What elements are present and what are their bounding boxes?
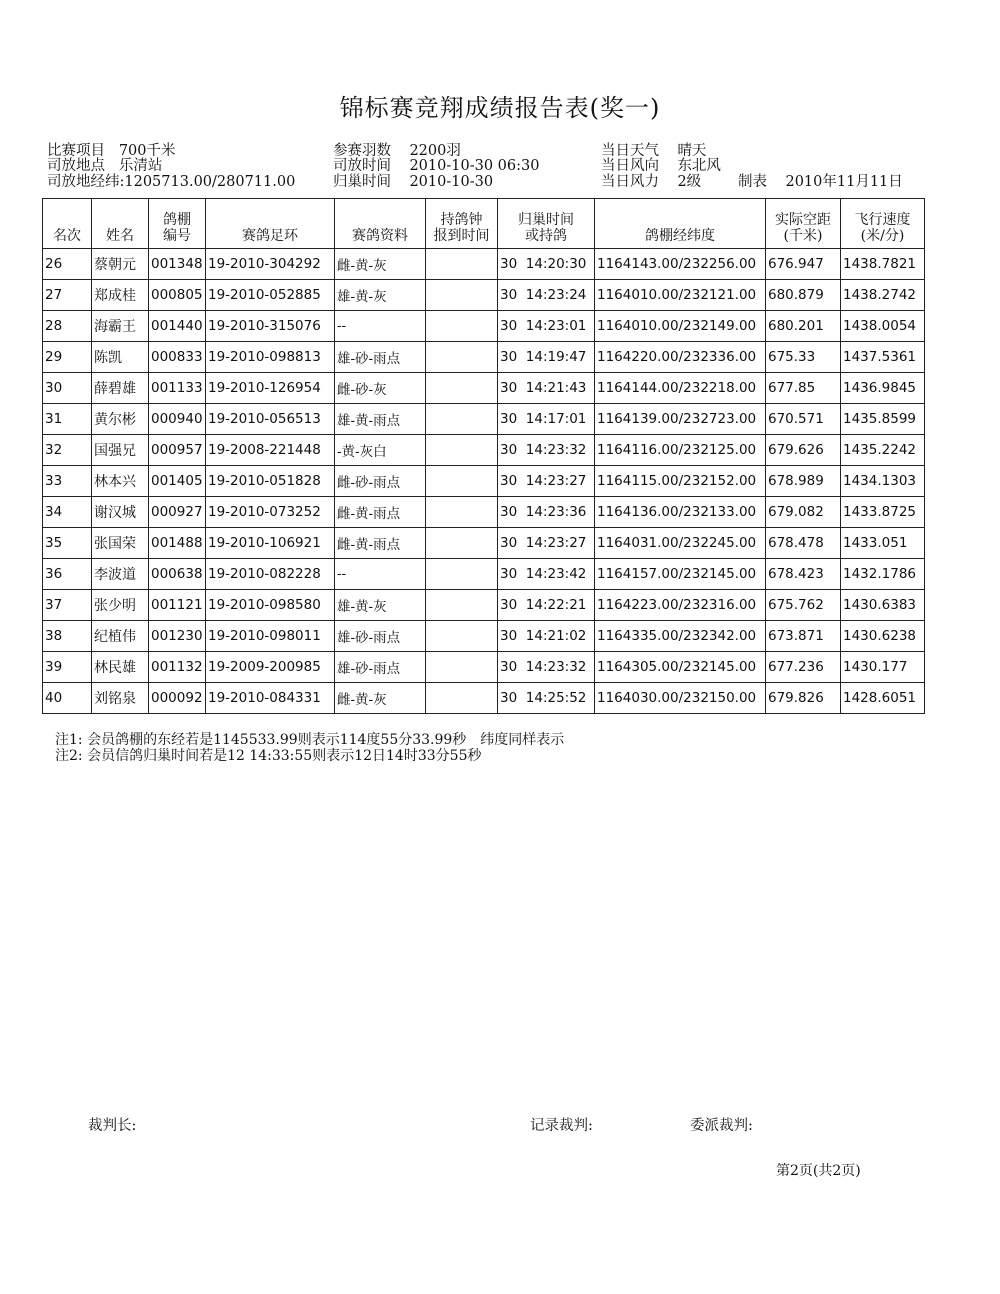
cell-loft-number: 001348 [149, 249, 206, 280]
cell-pigeon-info: -- [335, 559, 426, 590]
cell-pigeon-info: -- [335, 311, 426, 342]
cell-speed: 1438.2742 [841, 280, 925, 311]
cell-speed: 1433.051 [841, 528, 925, 559]
cell-name: 林本兴 [92, 466, 149, 497]
cell-return-time: 30 14:23:36 [498, 497, 595, 528]
cell-ring: 19-2010-084331 [206, 683, 335, 714]
cell-rank: 35 [43, 528, 92, 559]
cell-clock-time [426, 652, 498, 683]
cell-loft-number: 001405 [149, 466, 206, 497]
cell-pigeon-info: 雄-砂-雨点 [335, 342, 426, 373]
cell-clock-time [426, 311, 498, 342]
cell-speed: 1433.8725 [841, 497, 925, 528]
cell-name: 蔡朝元 [92, 249, 149, 280]
cell-loft-number: 001121 [149, 590, 206, 621]
assigned-judge-label: 委派裁判: [690, 1118, 753, 1134]
cell-speed: 1432.1786 [841, 559, 925, 590]
cell-ring: 19-2010-098813 [206, 342, 335, 373]
cell-rank: 31 [43, 404, 92, 435]
cell-loft-coords: 1164223.00/232316.00 [595, 590, 766, 621]
cell-return-time: 30 14:22:21 [498, 590, 595, 621]
cell-name: 薛碧雄 [92, 373, 149, 404]
cell-speed: 1436.9845 [841, 373, 925, 404]
cell-name: 李波道 [92, 559, 149, 590]
cell-return-time: 30 14:21:43 [498, 373, 595, 404]
cell-pigeon-info: 雌-黄-灰 [335, 683, 426, 714]
race-item-value: 700千米 [118, 143, 176, 159]
cell-loft-number: 000940 [149, 404, 206, 435]
cell-clock-time [426, 249, 498, 280]
results-table [42, 198, 925, 714]
cell-distance: 678.478 [766, 528, 841, 559]
cell-return-time: 30 14:23:32 [498, 652, 595, 683]
cell-ring: 19-2010-052885 [206, 280, 335, 311]
cell-speed: 1438.0054 [841, 311, 925, 342]
cell-name: 国强兄 [92, 435, 149, 466]
cell-distance: 679.826 [766, 683, 841, 714]
cell-name: 张少明 [92, 590, 149, 621]
cell-speed: 1435.2242 [841, 435, 925, 466]
table-row [43, 311, 925, 342]
cell-distance: 673.871 [766, 621, 841, 652]
cell-loft-coords: 1164139.00/232723.00 [595, 404, 766, 435]
table-row [43, 497, 925, 528]
cell-pigeon-info: 雄-黄-灰 [335, 590, 426, 621]
cell-loft-coords: 1164305.00/232145.00 [595, 652, 766, 683]
note-2: 注2: 会员信鸽归巢时间若是12 14:33:55则表示12日14时33分55秒 [55, 748, 482, 764]
cell-name: 谢汉城 [92, 497, 149, 528]
info-wind-force [601, 174, 903, 190]
cell-clock-time [426, 404, 498, 435]
cell-pigeon-info: 雌-黄-雨点 [335, 528, 426, 559]
cell-speed: 1438.7821 [841, 249, 925, 280]
cell-rank: 38 [43, 621, 92, 652]
header-rank: 名次 [43, 199, 92, 249]
header-pigeon-info: 赛鸽资料 [335, 199, 426, 249]
cell-ring: 19-2010-106921 [206, 528, 335, 559]
header-clock-time: 持鸽钟 报到时间 [426, 199, 498, 249]
wind-force-value: 2级 [677, 174, 702, 190]
table-row [43, 435, 925, 466]
cell-speed: 1437.5361 [841, 342, 925, 373]
cell-return-time: 30 14:20:30 [498, 249, 595, 280]
cell-loft-number: 001230 [149, 621, 206, 652]
header-ring: 赛鸽足环 [206, 199, 335, 249]
cell-ring: 19-2009-200985 [206, 652, 335, 683]
cell-loft-number: 000092 [149, 683, 206, 714]
cell-loft-number: 001440 [149, 311, 206, 342]
cell-return-time: 30 14:23:01 [498, 311, 595, 342]
cell-distance: 675.762 [766, 590, 841, 621]
race-item-label: 比赛项目 [47, 143, 105, 159]
cell-distance: 680.201 [766, 311, 841, 342]
table-row [43, 590, 925, 621]
info-race-item [47, 143, 176, 159]
cell-pigeon-info: 雌-黄-雨点 [335, 497, 426, 528]
info-return-time [333, 174, 493, 190]
table-row [43, 280, 925, 311]
cell-clock-time [426, 466, 498, 497]
cell-return-time: 30 14:19:47 [498, 342, 595, 373]
cell-loft-coords: 1164220.00/232336.00 [595, 342, 766, 373]
table-row [43, 528, 925, 559]
cell-name: 纪植伟 [92, 621, 149, 652]
info-entries [333, 143, 461, 159]
cell-return-time: 30 14:21:02 [498, 621, 595, 652]
release-time-label: 司放时间 [333, 158, 391, 174]
cell-loft-number: 000638 [149, 559, 206, 590]
note-1: 注1: 会员鸽棚的东经若是1145533.99则表示114度55分33.99秒 纬度同样表示 [55, 732, 565, 748]
cell-speed: 1430.6238 [841, 621, 925, 652]
cell-rank: 29 [43, 342, 92, 373]
info-weather [601, 143, 706, 159]
cell-distance: 677.236 [766, 652, 841, 683]
cell-loft-coords: 1164157.00/232145.00 [595, 559, 766, 590]
cell-clock-time [426, 621, 498, 652]
release-site-label: 司放地点 [47, 158, 105, 174]
recorder-judge-label: 记录裁判: [530, 1118, 593, 1134]
cell-pigeon-info: 雌-黄-灰 [335, 249, 426, 280]
release-coords: 司放地经纬:1205713.00/280711.00 [47, 174, 296, 190]
cell-pigeon-info: 雄-黄-灰 [335, 280, 426, 311]
cell-loft-number: 001133 [149, 373, 206, 404]
table-row [43, 559, 925, 590]
table-row [43, 249, 925, 280]
cell-distance: 670.571 [766, 404, 841, 435]
table-row [43, 466, 925, 497]
release-time-value: 2010-10-30 06:30 [409, 158, 540, 174]
cell-speed: 1430.6383 [841, 590, 925, 621]
weather-label: 当日天气 [601, 143, 659, 159]
header-loft-number: 鸽棚 编号 [149, 199, 206, 249]
cell-rank: 36 [43, 559, 92, 590]
table-row [43, 342, 925, 373]
info-release-time [333, 158, 539, 174]
wind-force-label: 当日风力 [601, 174, 659, 190]
cell-ring: 19-2008-221448 [206, 435, 335, 466]
cell-loft-coords: 1164031.00/232245.00 [595, 528, 766, 559]
cell-loft-coords: 1164335.00/232342.00 [595, 621, 766, 652]
info-wind-direction [601, 158, 721, 174]
cell-loft-number: 000805 [149, 280, 206, 311]
cell-return-time: 30 14:23:32 [498, 435, 595, 466]
cell-name: 海霸王 [92, 311, 149, 342]
header-speed: 飞行速度 (米/分) [841, 199, 925, 249]
cell-pigeon-info: -黄-灰白 [335, 435, 426, 466]
cell-rank: 28 [43, 311, 92, 342]
cell-distance: 680.879 [766, 280, 841, 311]
cell-pigeon-info: 雄-黄-雨点 [335, 404, 426, 435]
cell-loft-coords: 1164010.00/232121.00 [595, 280, 766, 311]
wind-direction-label: 当日风向 [601, 158, 659, 174]
cell-clock-time [426, 280, 498, 311]
cell-clock-time [426, 435, 498, 466]
table-row [43, 373, 925, 404]
cell-rank: 34 [43, 497, 92, 528]
table-row [43, 621, 925, 652]
cell-ring: 19-2010-304292 [206, 249, 335, 280]
cell-speed: 1435.8599 [841, 404, 925, 435]
cell-ring: 19-2010-051828 [206, 466, 335, 497]
cell-name: 刘铭泉 [92, 683, 149, 714]
page-title: 锦标赛竞翔成绩报告表(奖一) [339, 94, 661, 122]
cell-return-time: 30 14:23:27 [498, 528, 595, 559]
cell-ring: 19-2010-126954 [206, 373, 335, 404]
cell-ring: 19-2010-056513 [206, 404, 335, 435]
cell-clock-time [426, 342, 498, 373]
cell-return-time: 30 14:23:27 [498, 466, 595, 497]
cell-loft-number: 001488 [149, 528, 206, 559]
cell-speed: 1434.1303 [841, 466, 925, 497]
cell-pigeon-info: 雌-砂-雨点 [335, 466, 426, 497]
cell-ring: 19-2010-082228 [206, 559, 335, 590]
cell-name: 陈凯 [92, 342, 149, 373]
cell-speed: 1428.6051 [841, 683, 925, 714]
cell-ring: 19-2010-073252 [206, 497, 335, 528]
cell-return-time: 30 14:23:42 [498, 559, 595, 590]
cell-loft-coords: 1164030.00/232150.00 [595, 683, 766, 714]
cell-distance: 679.626 [766, 435, 841, 466]
cell-rank: 26 [43, 249, 92, 280]
page-footer: 第2页(共2页) [776, 1163, 861, 1179]
weather-value: 晴天 [677, 143, 707, 159]
cell-rank: 27 [43, 280, 92, 311]
cell-loft-coords: 1164116.00/232125.00 [595, 435, 766, 466]
return-time-label: 归巢时间 [333, 174, 391, 190]
header-distance: 实际空距 (千米) [766, 199, 841, 249]
return-time-value: 2010-10-30 [409, 174, 494, 190]
cell-ring: 19-2010-315076 [206, 311, 335, 342]
cell-loft-number: 000833 [149, 342, 206, 373]
cell-loft-number: 001132 [149, 652, 206, 683]
cell-rank: 39 [43, 652, 92, 683]
cell-name: 林民雄 [92, 652, 149, 683]
cell-loft-coords: 1164136.00/232133.00 [595, 497, 766, 528]
cell-loft-number: 000957 [149, 435, 206, 466]
table-row [43, 683, 925, 714]
cell-clock-time [426, 497, 498, 528]
header-name: 姓名 [92, 199, 149, 249]
cell-rank: 30 [43, 373, 92, 404]
cell-ring: 19-2010-098011 [206, 621, 335, 652]
header-loft-coords: 鸽棚经纬度 [595, 199, 766, 249]
cell-distance: 677.85 [766, 373, 841, 404]
cell-pigeon-info: 雄-砂-雨点 [335, 652, 426, 683]
cell-pigeon-info: 雄-砂-雨点 [335, 621, 426, 652]
cell-return-time: 30 14:25:52 [498, 683, 595, 714]
info-release-site [47, 158, 162, 174]
cell-speed: 1430.177 [841, 652, 925, 683]
cell-clock-time [426, 528, 498, 559]
table-header-row [43, 199, 925, 249]
cell-pigeon-info: 雌-砂-灰 [335, 373, 426, 404]
table-row [43, 652, 925, 683]
cell-rank: 40 [43, 683, 92, 714]
wind-direction-value: 东北风 [677, 158, 721, 174]
entries-label: 参赛羽数 [333, 143, 391, 159]
notes [55, 732, 564, 764]
cell-name: 黄尔彬 [92, 404, 149, 435]
chief-judge-label: 裁判长: [88, 1118, 137, 1134]
cell-clock-time [426, 373, 498, 404]
cell-clock-time [426, 683, 498, 714]
made-date: 2010年11月11日 [785, 174, 903, 190]
cell-distance: 678.423 [766, 559, 841, 590]
cell-loft-coords: 1164143.00/232256.00 [595, 249, 766, 280]
cell-distance: 675.33 [766, 342, 841, 373]
cell-rank: 32 [43, 435, 92, 466]
cell-ring: 19-2010-098580 [206, 590, 335, 621]
cell-name: 郑成桂 [92, 280, 149, 311]
cell-distance: 679.082 [766, 497, 841, 528]
cell-loft-coords: 1164010.00/232149.00 [595, 311, 766, 342]
release-site-value: 乐清站 [118, 158, 163, 174]
cell-name: 张国荣 [92, 528, 149, 559]
cell-loft-coords: 1164115.00/232152.00 [595, 466, 766, 497]
header-return-time: 归巢时间 或持鸽 [498, 199, 595, 249]
cell-loft-coords: 1164144.00/232218.00 [595, 373, 766, 404]
entries-value: 2200羽 [409, 143, 461, 159]
cell-rank: 33 [43, 466, 92, 497]
cell-clock-time [426, 559, 498, 590]
cell-distance: 676.947 [766, 249, 841, 280]
cell-return-time: 30 14:17:01 [498, 404, 595, 435]
cell-loft-number: 000927 [149, 497, 206, 528]
cell-clock-time [426, 590, 498, 621]
cell-return-time: 30 14:23:24 [498, 280, 595, 311]
cell-rank: 37 [43, 590, 92, 621]
made-label: 制表 [738, 174, 768, 190]
cell-distance: 678.989 [766, 466, 841, 497]
table-row [43, 404, 925, 435]
